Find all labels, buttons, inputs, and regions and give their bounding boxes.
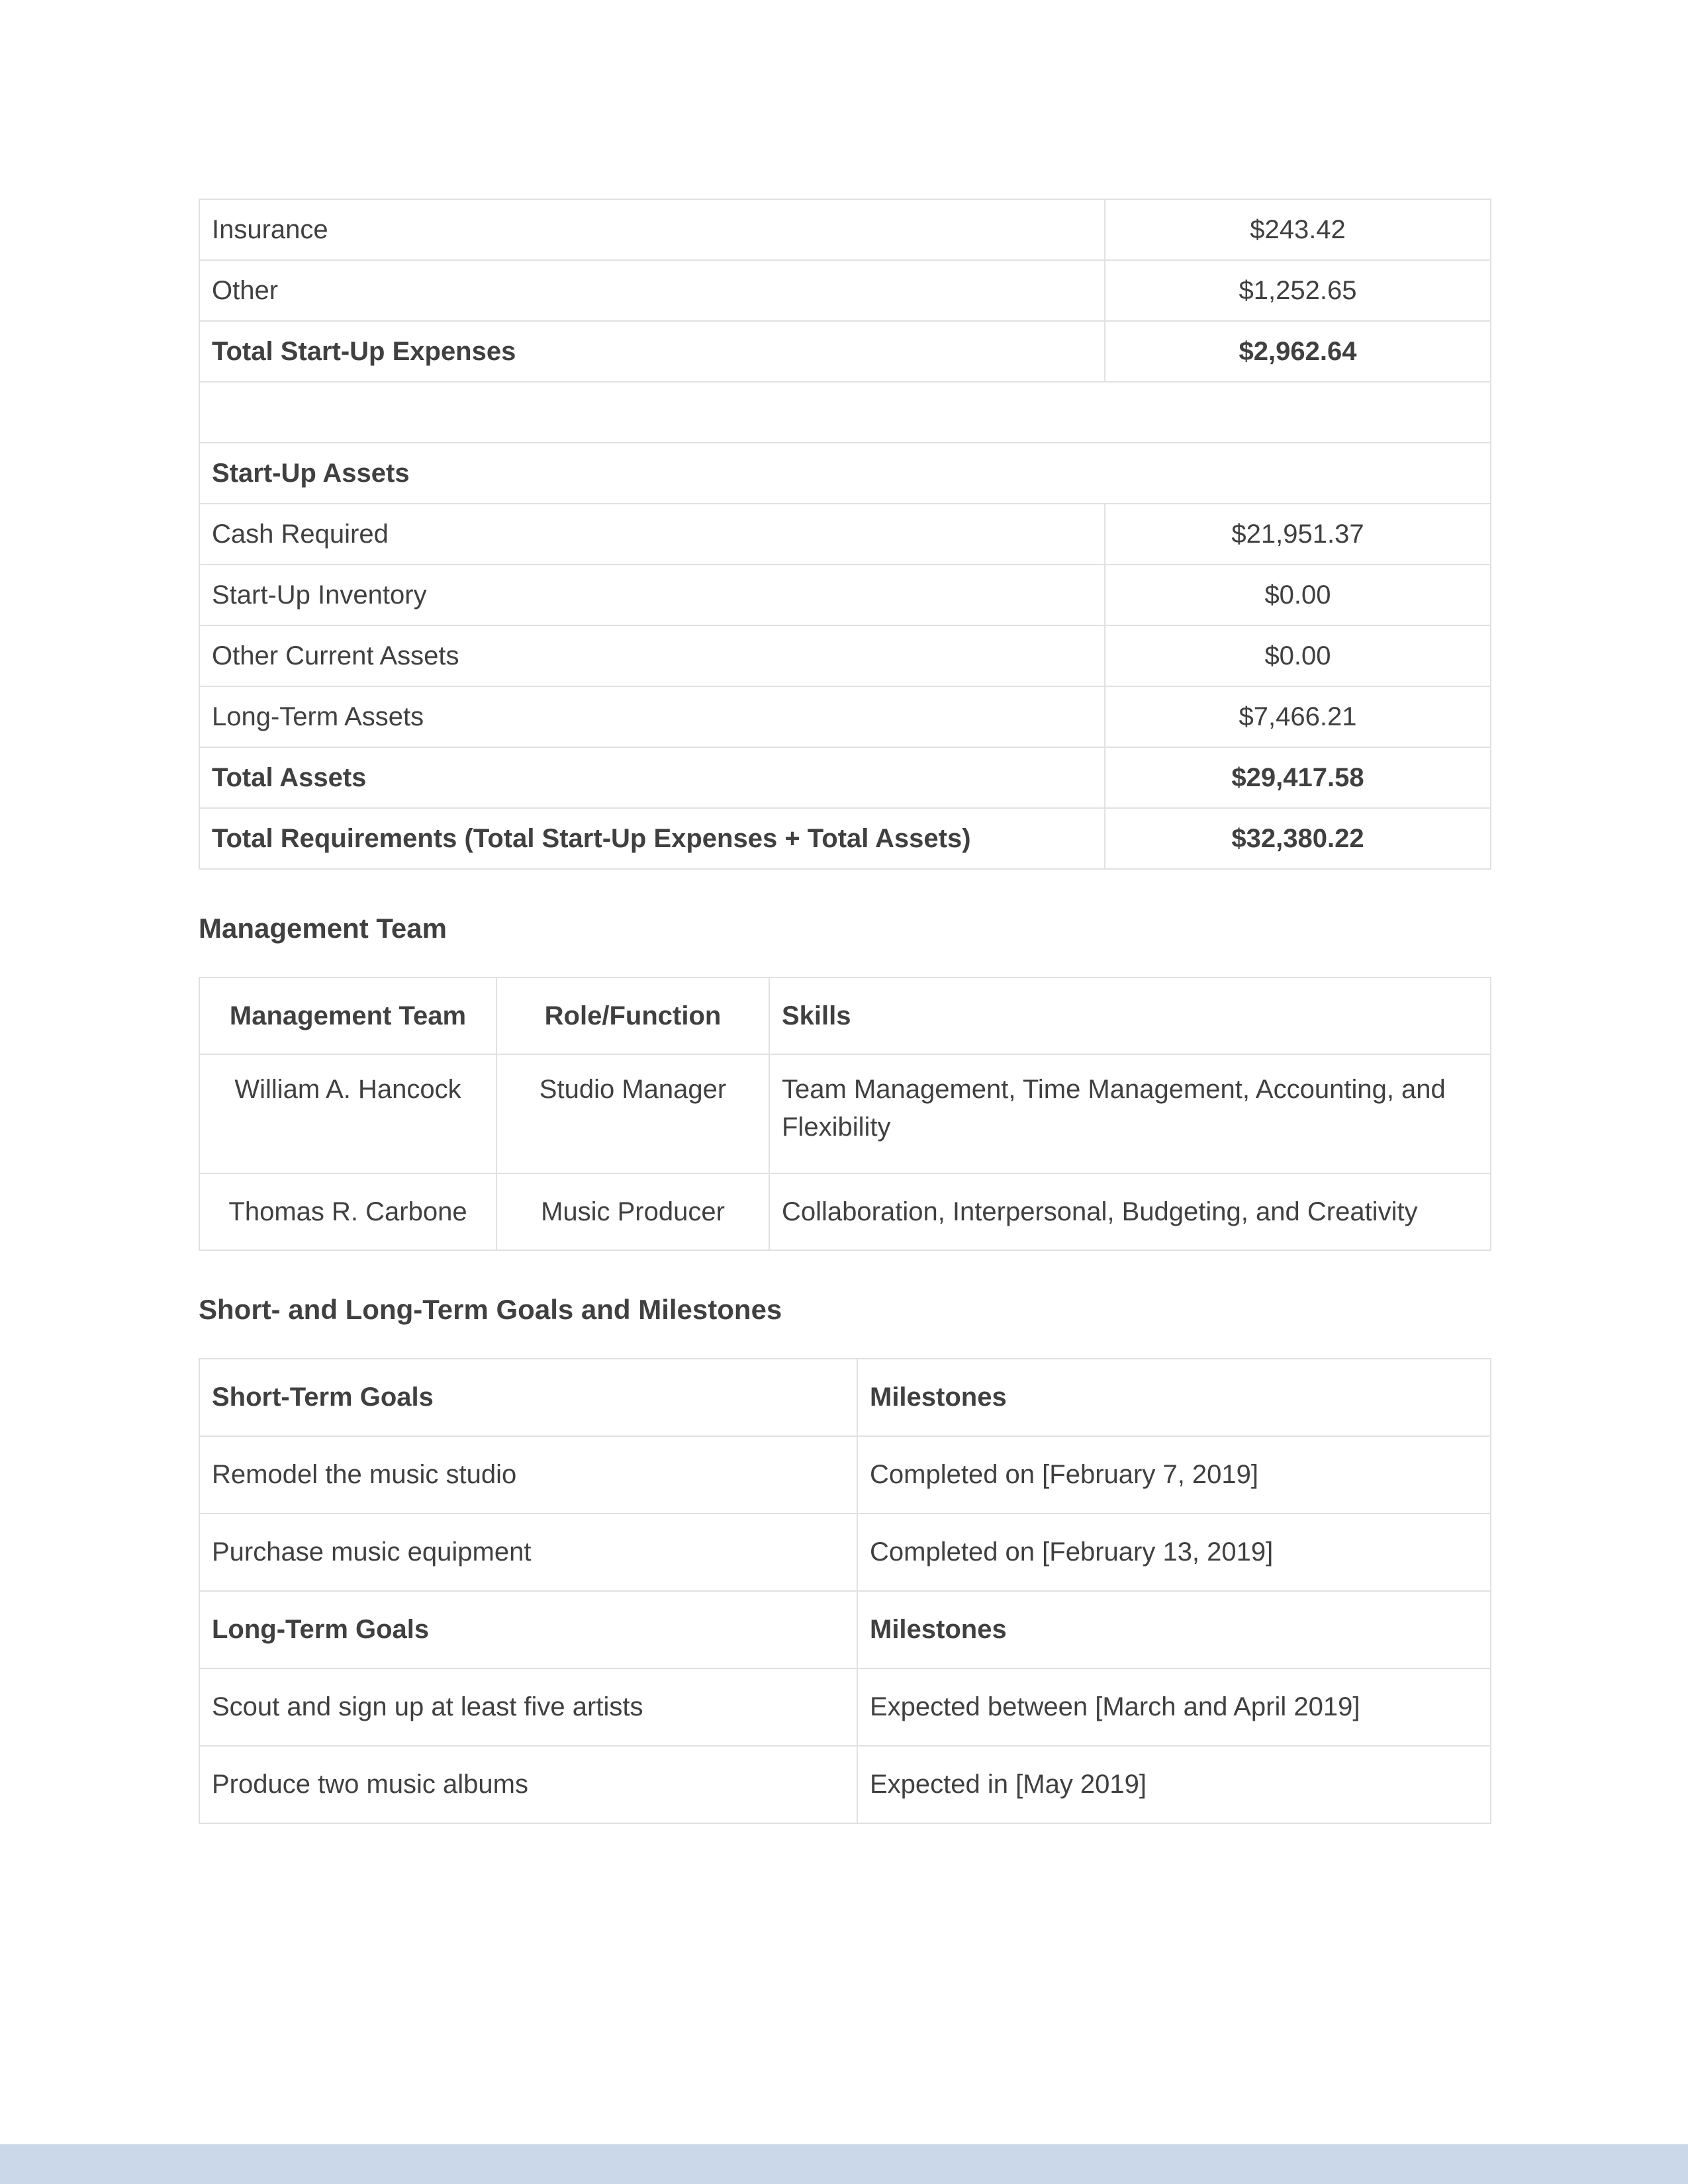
member-name: William A. Hancock <box>199 1054 496 1173</box>
startup-expenses-assets-table <box>199 199 1491 870</box>
column-header-skills: Skills <box>769 978 1491 1054</box>
member-role: Music Producer <box>496 1173 769 1250</box>
expense-value: $1,252.65 <box>1105 260 1491 321</box>
milestone-text: Expected between [March and April 2019] <box>857 1668 1491 1746</box>
milestones-header: Milestones <box>857 1359 1491 1436</box>
assets-heading: Start-Up Assets <box>199 443 1491 504</box>
table-header-row <box>199 1591 1491 1668</box>
table-row <box>199 625 1491 686</box>
total-expenses-value: $2,962.64 <box>1105 321 1491 382</box>
footer-band <box>0 2144 1688 2184</box>
goal-text: Purchase music equipment <box>199 1514 857 1591</box>
total-requirements-value: $32,380.22 <box>1105 808 1491 869</box>
asset-value: $0.00 <box>1105 565 1491 625</box>
document-page <box>199 199 1490 1824</box>
table-row <box>199 1514 1491 1591</box>
column-header-management-team: Management Team <box>199 978 496 1054</box>
goals-milestones-table <box>199 1358 1491 1824</box>
table-header-row <box>199 1359 1491 1436</box>
member-role: Studio Manager <box>496 1054 769 1173</box>
table-header-row <box>199 978 1491 1054</box>
asset-value: $7,466.21 <box>1105 686 1491 747</box>
total-assets-label: Total Assets <box>199 747 1105 808</box>
goal-text: Scout and sign up at least five artists <box>199 1668 857 1746</box>
table-row <box>199 1173 1491 1250</box>
management-team-table <box>199 977 1491 1251</box>
spacer-row <box>199 382 1491 443</box>
table-row <box>199 1054 1491 1173</box>
milestones-header: Milestones <box>857 1591 1491 1668</box>
table-row <box>199 686 1491 747</box>
goals-heading: Short- and Long-Term Goals and Milestones <box>199 1294 782 1325</box>
table-row-total <box>199 747 1491 808</box>
member-skills: Collaboration, Interpersonal, Budgeting, and Creativity <box>769 1173 1491 1250</box>
asset-label: Start-Up Inventory <box>199 565 1105 625</box>
milestone-text: Completed on [February 7, 2019] <box>857 1436 1491 1514</box>
goal-text: Produce two music albums <box>199 1746 857 1823</box>
table-row <box>199 504 1491 565</box>
asset-label: Long-Term Assets <box>199 686 1105 747</box>
table-row-total <box>199 321 1491 382</box>
column-header-role: Role/Function <box>496 978 769 1054</box>
asset-value: $0.00 <box>1105 625 1491 686</box>
milestone-text: Completed on [February 13, 2019] <box>857 1514 1491 1591</box>
short-term-goals-header: Short-Term Goals <box>199 1359 857 1436</box>
goal-text: Remodel the music studio <box>199 1436 857 1514</box>
member-name: Thomas R. Carbone <box>199 1173 496 1250</box>
table-row <box>199 199 1491 260</box>
long-term-goals-header: Long-Term Goals <box>199 1591 857 1668</box>
total-requirements-label: Total Requirements (Total Start-Up Expenses + Total Assets) <box>199 808 1105 869</box>
expense-label: Insurance <box>199 199 1105 260</box>
expense-value: $243.42 <box>1105 199 1491 260</box>
asset-value: $21,951.37 <box>1105 504 1491 565</box>
table-row <box>199 565 1491 625</box>
management-team-heading: Management Team <box>199 913 447 944</box>
asset-label: Cash Required <box>199 504 1105 565</box>
expense-label: Other <box>199 260 1105 321</box>
table-row <box>199 1668 1491 1746</box>
table-row-total <box>199 808 1491 869</box>
section-row <box>199 443 1491 504</box>
asset-label: Other Current Assets <box>199 625 1105 686</box>
table-row <box>199 1746 1491 1823</box>
empty-cell <box>199 382 1491 443</box>
total-expenses-label: Total Start-Up Expenses <box>199 321 1105 382</box>
milestone-text: Expected in [May 2019] <box>857 1746 1491 1823</box>
total-assets-value: $29,417.58 <box>1105 747 1491 808</box>
table-row <box>199 260 1491 321</box>
member-skills: Team Management, Time Management, Accounting, and Flexibility <box>769 1054 1491 1173</box>
table-row <box>199 1436 1491 1514</box>
